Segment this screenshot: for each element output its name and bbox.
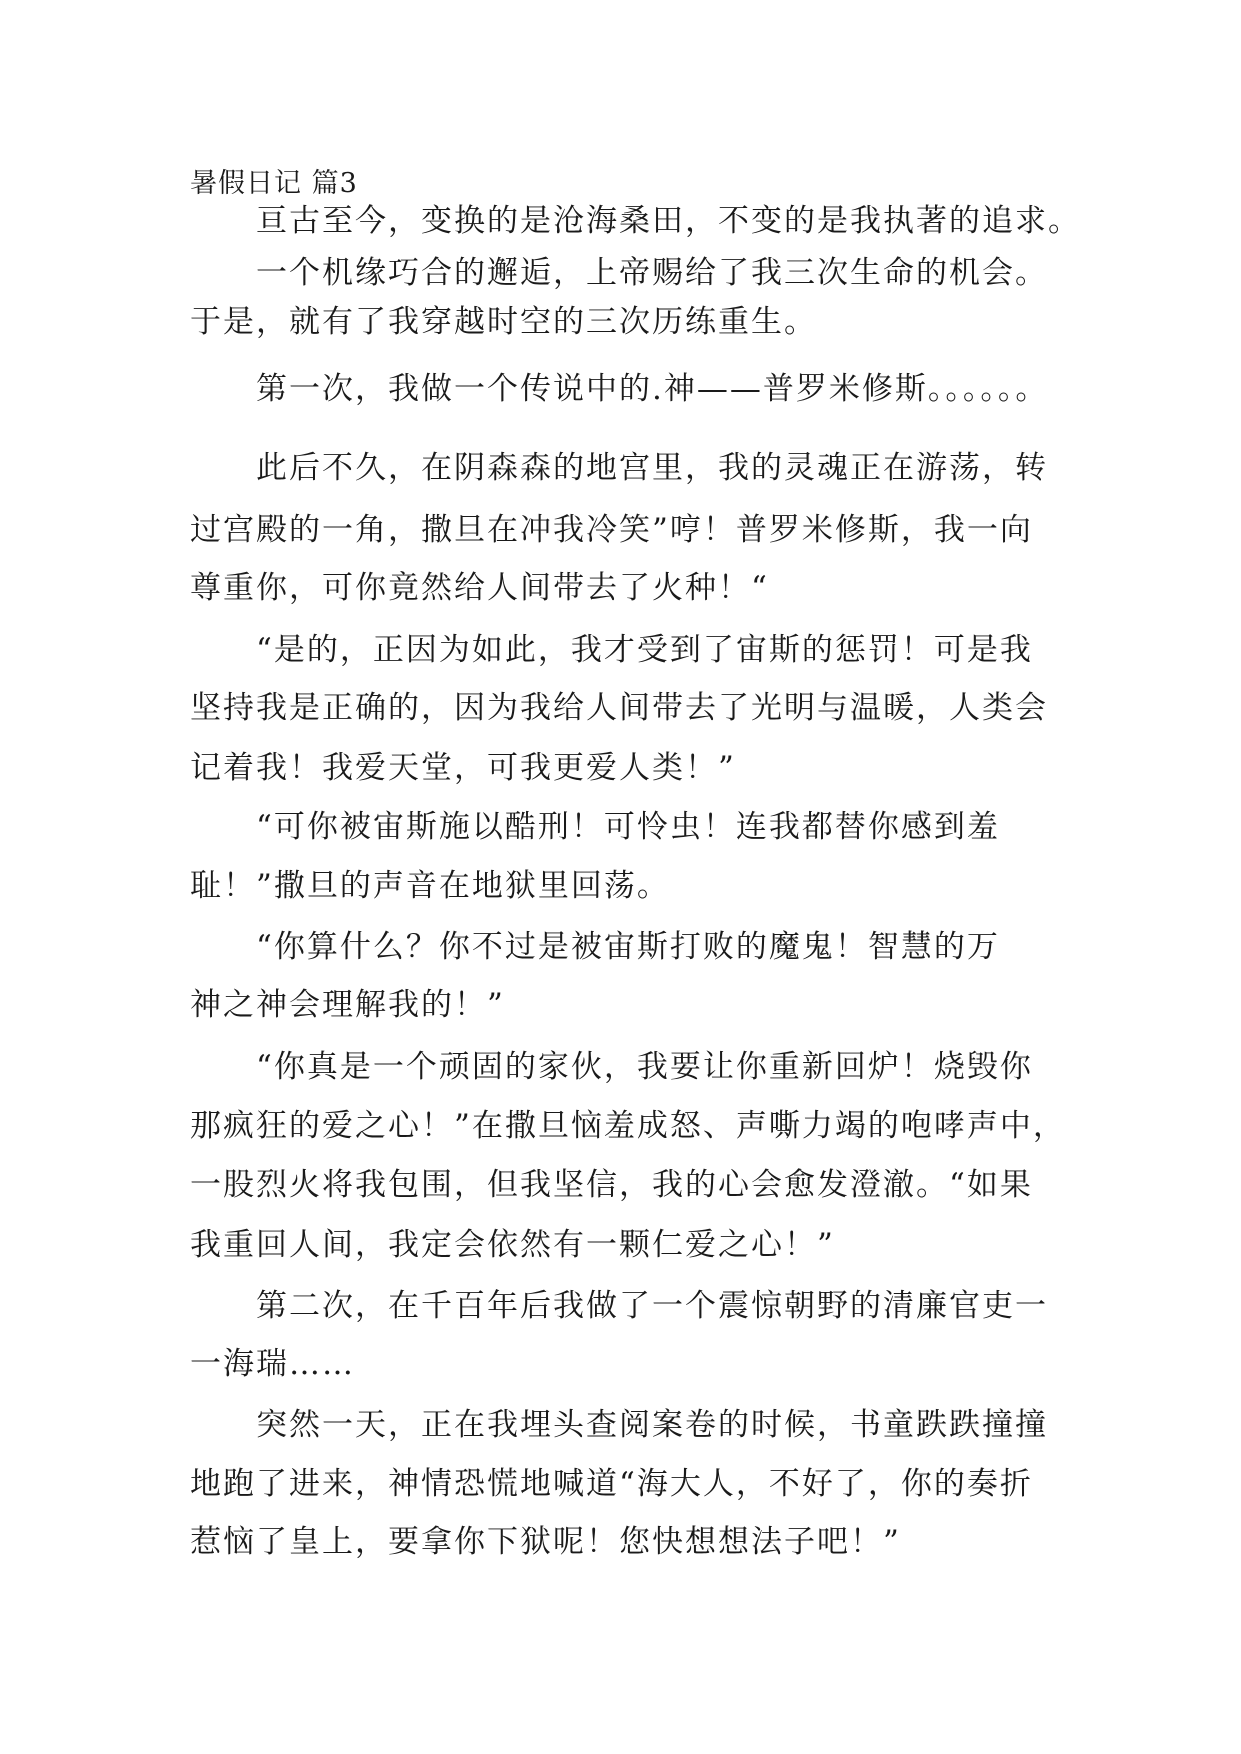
text-line: 亘古至今，变换的是沧海桑田，不变的是我执著的追求。: [190, 203, 1081, 239]
text-line: 坚持我是正确的，因为我给人间带去了光明与温暖，人类会: [190, 690, 1048, 726]
text-line: 第二次，在千百年后我做了一个震惊朝野的清廉官吏一: [190, 1288, 1048, 1324]
text-line: 神之神会理解我的！”: [190, 987, 505, 1023]
text-line: “是的，正因为如此，我才受到了宙斯的惩罚！可是我: [190, 632, 1033, 668]
text-line: 第一次，我做一个传说中的.神——普罗米修斯。。。。。。: [190, 371, 1049, 407]
text-line: 尊重你，可你竟然给人间带去了火种！“: [190, 570, 769, 606]
text-line: 记着我！我爱天堂，可我更爱人类！”: [190, 750, 736, 786]
text-line: “你真是一个顽固的家伙，我要让你重新回炉！烧毁你: [190, 1049, 1033, 1085]
text-line: 一股烈火将我包围，但我坚信，我的心会愈发澄澈。“如果: [190, 1167, 1033, 1203]
text-line: 于是，就有了我穿越时空的三次历练重生。: [190, 304, 817, 340]
document-title: 暑假日记 篇3: [190, 168, 358, 199]
text-line: 一个机缘巧合的邂逅，上帝赐给了我三次生命的机会。: [190, 255, 1048, 291]
text-line: 地跑了进来，神情恐慌地喊道“海大人，不好了，你的奏折: [190, 1466, 1033, 1502]
text-line: 我重回人间，我定会依然有一颗仁爱之心！”: [190, 1227, 835, 1263]
text-line: 耻！”撒旦的声音在地狱里回荡。: [190, 868, 670, 904]
text-line: 此后不久，在阴森森的地宫里，我的灵魂正在游荡，转: [190, 450, 1048, 486]
text-line: “可你被宙斯施以酷刑！可怜虫！连我都替你感到羞: [190, 809, 1000, 845]
text-line: 那疯狂的爱之心！”在撒旦恼羞成怒、声嘶力竭的咆哮声中，: [190, 1108, 1066, 1144]
text-line: 一海瑞……: [190, 1346, 355, 1382]
text-line: 惹恼了皇上，要拿你下狱呢！您快想想法子吧！”: [190, 1524, 901, 1560]
text-line: “你算什么？你不过是被宙斯打败的魔鬼！智慧的万: [190, 929, 1000, 965]
text-line: 过宫殿的一角，撒旦在冲我冷笑”哼！普罗米修斯，我一向: [190, 512, 1033, 548]
text-line: 突然一天，正在我埋头查阅案卷的时候，书童跌跌撞撞: [190, 1407, 1048, 1443]
